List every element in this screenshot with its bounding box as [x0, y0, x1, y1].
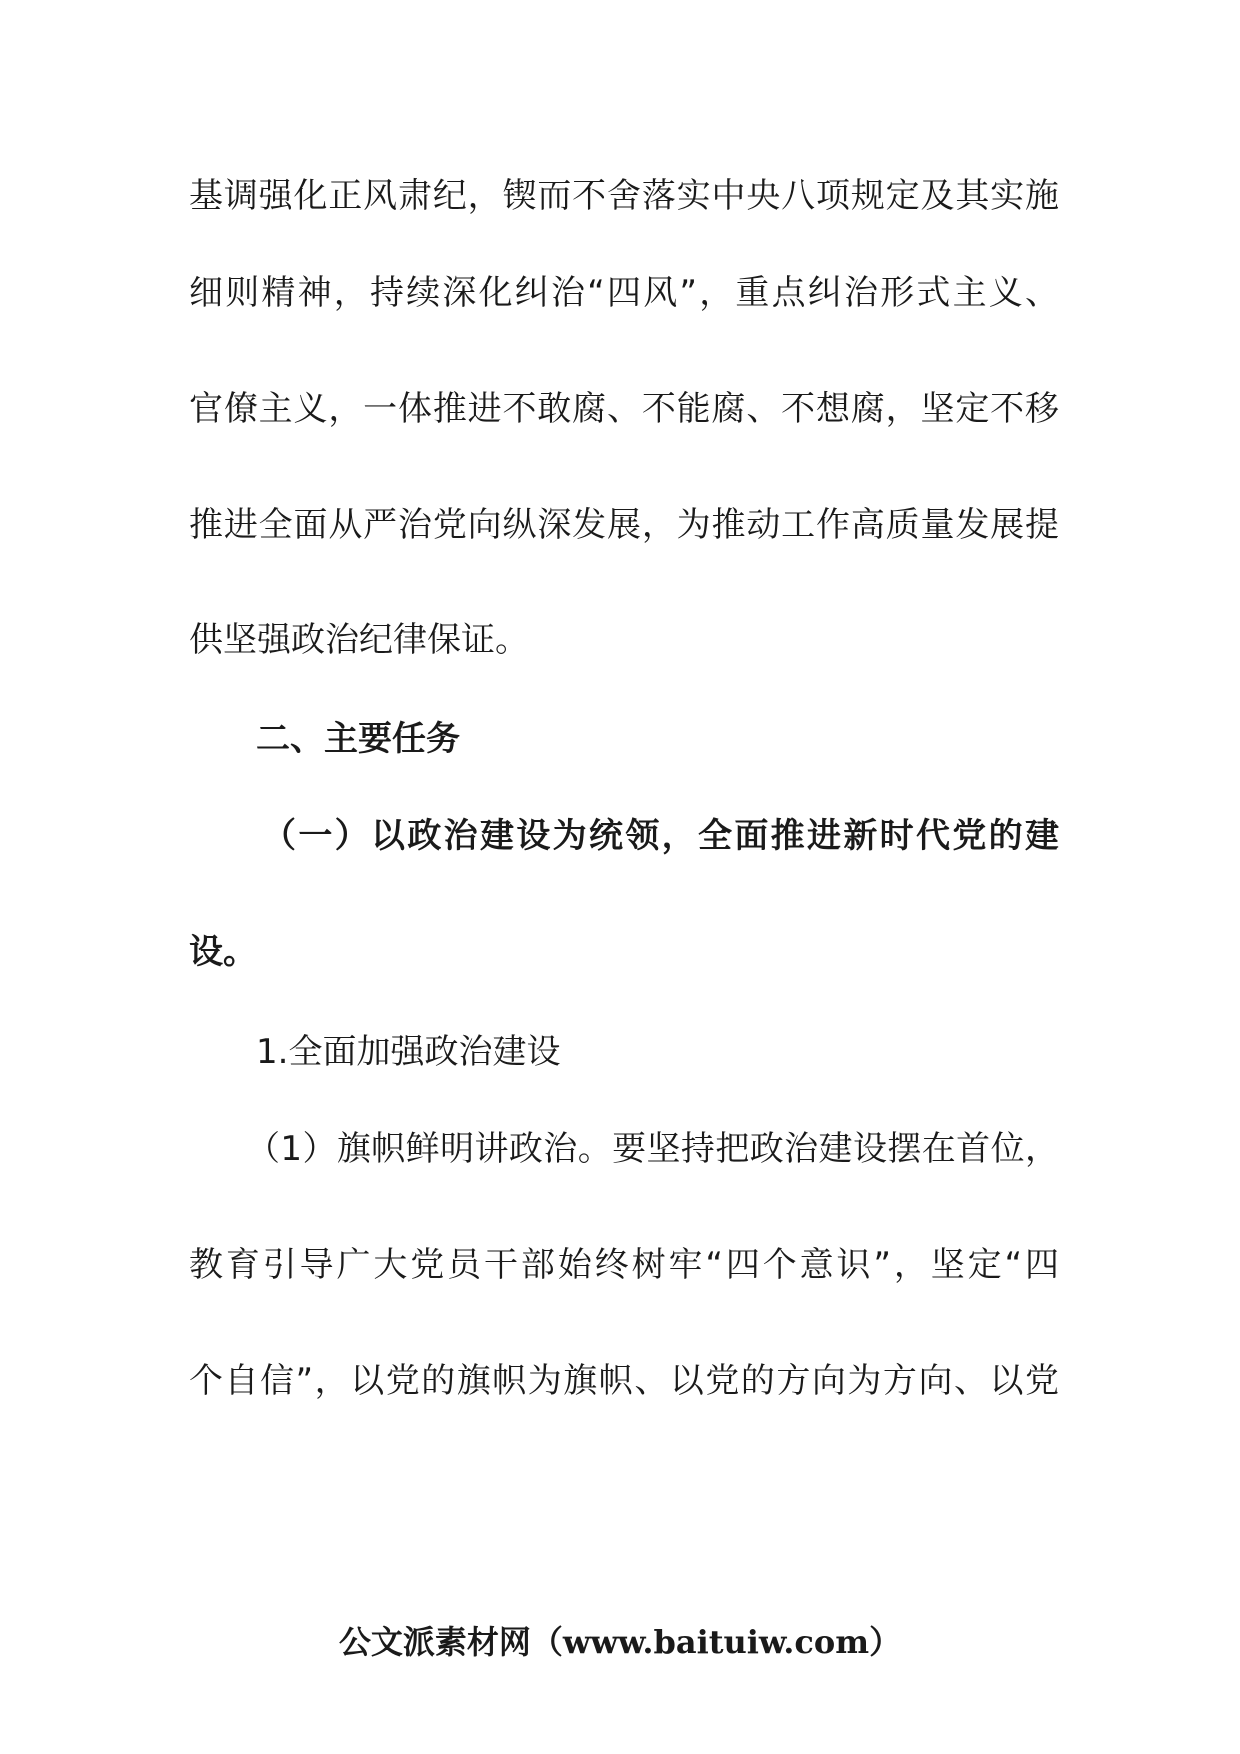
- paragraph-line: 教育引导广大党员干部始终树牢“四个意识”，坚定“四: [189, 1245, 1059, 1285]
- paragraph-line: 推进全面从严治党向纵深发展，为推动工作高质量发展提: [189, 505, 1059, 545]
- paragraph-line: （1）旗帜鲜明讲政治。要坚持把政治建设摆在首位，: [246, 1129, 1059, 1169]
- item-heading: 1.全面加强政治建设: [256, 1032, 561, 1072]
- footer-watermark: 公文派素材网（www.baituiw.com）: [338, 1623, 902, 1661]
- paragraph-line: 细则精神，持续深化纠治“四风”，重点纠治形式主义、: [189, 273, 1059, 313]
- subsection-heading: （一）以政治建设为统领，全面推进新时代党的建: [262, 816, 1059, 856]
- paragraph-line: 官僚主义，一体推进不敢腐、不能腐、不想腐，坚定不移: [189, 389, 1059, 429]
- paragraph-line: 基调强化正风肃纪，锲而不舍落实中央八项规定及其实施: [189, 176, 1059, 216]
- paragraph-line: 个自信”，以党的旗帜为旗帜、以党的方向为方向、以党: [189, 1361, 1059, 1401]
- subsection-heading-cont: 设。: [189, 932, 257, 972]
- section-heading: 二、主要任务: [256, 719, 460, 759]
- paragraph-line: 供坚强政治纪律保证。: [189, 620, 529, 660]
